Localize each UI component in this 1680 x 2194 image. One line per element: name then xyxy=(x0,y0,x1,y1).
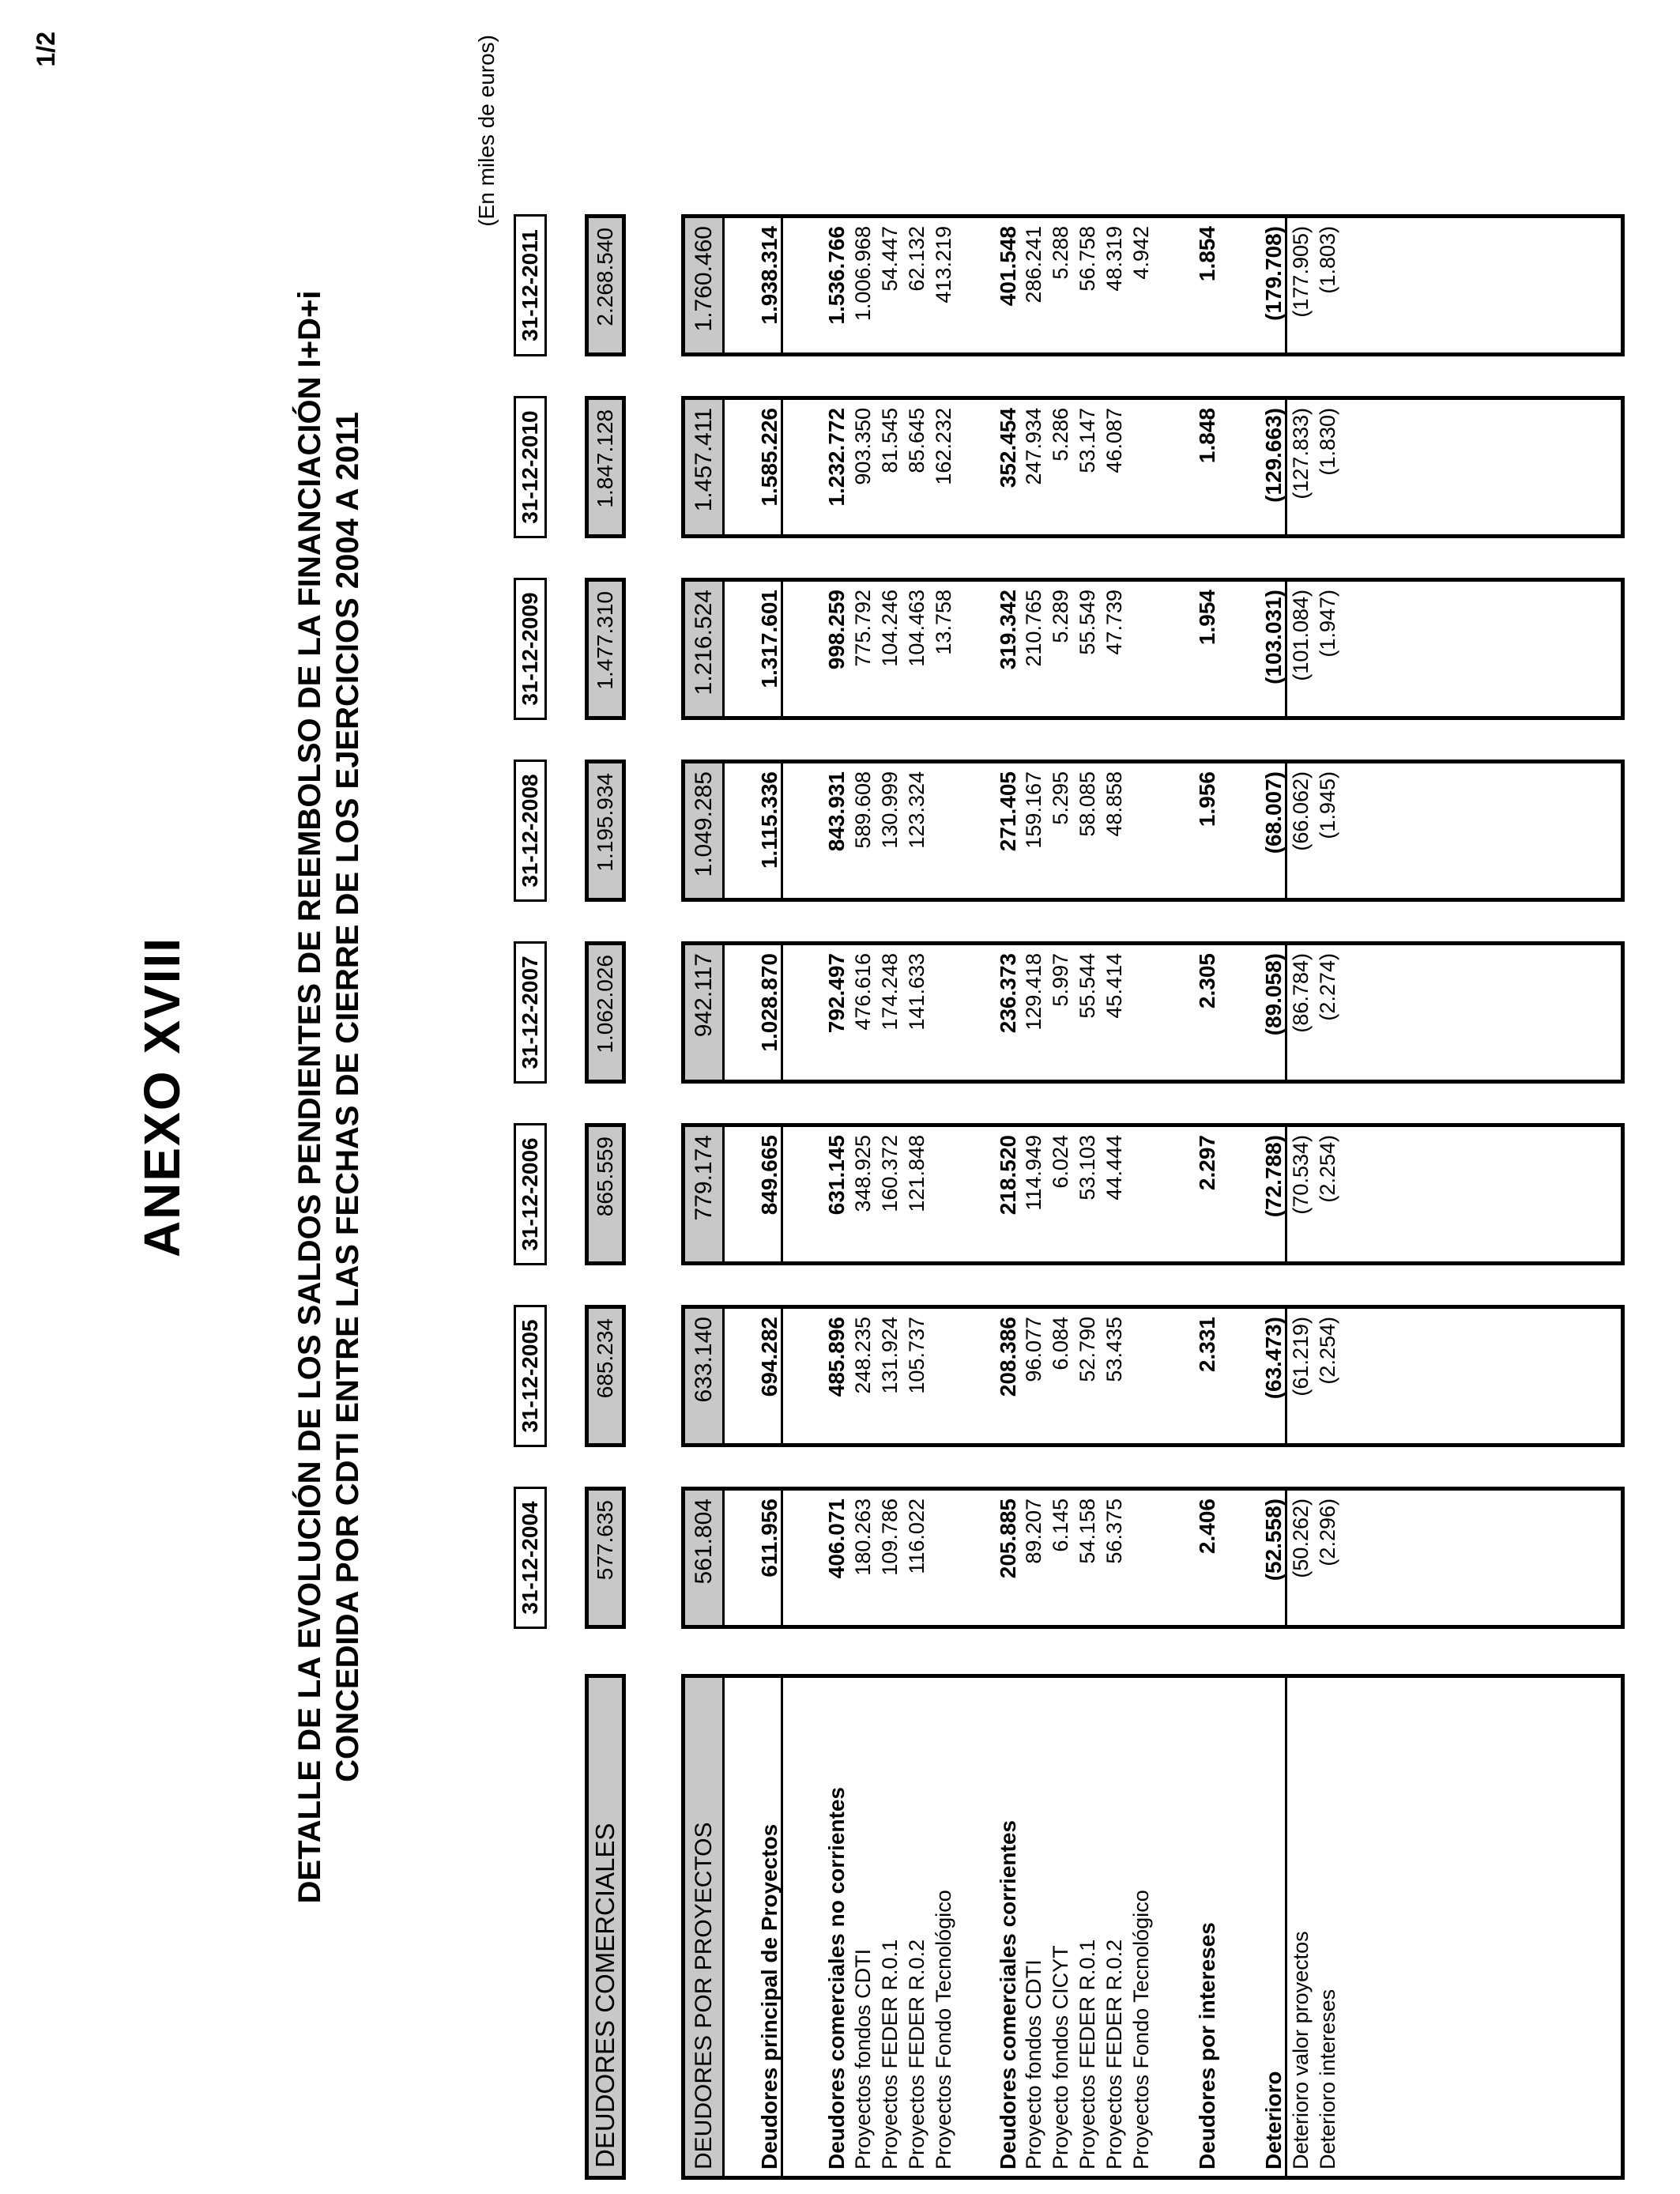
cell-value xyxy=(1128,1309,1155,1443)
cell-value: (1.947) xyxy=(1316,590,1339,658)
cell-value: 104.463 xyxy=(905,590,929,667)
cell-value: 105.737 xyxy=(905,1317,929,1394)
cell-value: 2.297 xyxy=(1195,1135,1219,1191)
value-column xyxy=(681,941,1625,1084)
units-note: (En miles de euros) xyxy=(474,35,499,227)
total-value: 1.195.934 xyxy=(585,760,626,902)
cell-value: 5.295 xyxy=(1049,771,1072,825)
total-value: 2.268.540 xyxy=(585,214,626,356)
cell-value: 998.259 xyxy=(824,590,849,670)
cell-value: 236.373 xyxy=(996,953,1020,1034)
cell-value: 44.444 xyxy=(1102,1135,1126,1201)
cell-value: 85.645 xyxy=(905,408,929,473)
cell-value: 55.549 xyxy=(1075,590,1099,655)
row-label: Proyectos Fondo Tecnológico xyxy=(1129,1890,1153,2169)
total-value: 1.062.026 xyxy=(585,941,626,1084)
value-column xyxy=(681,1487,1625,1629)
row-label: Deudores principal de Proyectos xyxy=(756,1678,783,2176)
cell-value: 45.414 xyxy=(1102,953,1126,1019)
cell-value: (50.262) xyxy=(1289,1498,1313,1578)
cell-value: 218.520 xyxy=(996,1135,1020,1216)
cell-value: 2.305 xyxy=(1195,953,1219,1009)
row-label: DEUDORES POR PROYECTOS xyxy=(685,1678,725,2176)
cell-value: 55.544 xyxy=(1075,953,1099,1019)
row-label: Deterioro xyxy=(1260,1678,1287,2176)
cell-value: 1.585.226 xyxy=(756,400,783,534)
cell-value xyxy=(930,1309,957,1443)
subtitle-line-2: CONCEDIDA POR CDTI ENTRE LAS FECHAS DE CIERRE DE LOS EJERCICIOS 2004 A 2011 xyxy=(330,412,365,1782)
deudores-comerciales-label: DEUDORES COMERCIALES xyxy=(585,1674,626,2180)
cell-value: 406.071 xyxy=(824,1498,849,1579)
cell-value: 46.087 xyxy=(1102,408,1126,473)
cell-value: 775.792 xyxy=(851,590,875,667)
cell-value: 104.246 xyxy=(878,590,902,667)
cell-value: (2.296) xyxy=(1316,1498,1339,1566)
cell-value: 1.848 xyxy=(1195,408,1219,464)
cell-value: (52.558) xyxy=(1260,1491,1287,1625)
cell-value: 1.457.411 xyxy=(685,400,725,534)
cell-value xyxy=(930,763,957,898)
row-label: Deudores por intereses xyxy=(1195,1922,1219,2169)
cell-value: (1.945) xyxy=(1316,771,1339,839)
row-label: Deudores comerciales no corrientes xyxy=(824,1787,849,2169)
cell-value: 54.447 xyxy=(878,226,902,292)
date-header: 31-12-2006 xyxy=(514,1123,547,1265)
cell-value: (70.534) xyxy=(1289,1135,1313,1215)
cell-value: 162.232 xyxy=(932,408,955,485)
cell-value: 1.954 xyxy=(1195,590,1219,646)
cell-value xyxy=(930,1491,957,1625)
cell-value: 56.758 xyxy=(1075,226,1099,292)
cell-value: 401.548 xyxy=(996,226,1020,307)
date-header: 31-12-2011 xyxy=(514,214,547,356)
cell-value: 1.760.460 xyxy=(685,218,725,352)
cell-value: 348.925 xyxy=(851,1135,875,1212)
subtitle-line-1: DETALLE DE LA EVOLUCIÓN DE LOS SALDOS PENDIENTES DE REEMBOLSO DE LA FINANCIACIÓN I+D+i xyxy=(292,290,327,1904)
page-number: 1/2 xyxy=(32,32,60,67)
cell-value: 5.288 xyxy=(1049,226,1072,280)
cell-value xyxy=(1128,1491,1155,1625)
cell-value: 694.282 xyxy=(756,1309,783,1443)
cell-value: 205.885 xyxy=(996,1498,1020,1579)
cell-value: 53.103 xyxy=(1075,1135,1099,1201)
cell-value: (1.830) xyxy=(1316,408,1339,476)
cell-value: 121.848 xyxy=(905,1135,929,1212)
page-title: ANEXO XVIII xyxy=(134,936,190,1258)
cell-value: 248.235 xyxy=(851,1317,875,1394)
cell-value: 48.858 xyxy=(1102,771,1126,837)
cell-value: 53.435 xyxy=(1102,1317,1126,1382)
cell-value: 1.232.772 xyxy=(824,408,849,507)
value-column xyxy=(681,578,1625,720)
date-header: 31-12-2005 xyxy=(514,1305,547,1447)
row-label: Deterioro valor proyectos xyxy=(1289,1931,1313,2169)
row-labels-column xyxy=(681,1674,1625,2180)
row-label: Proyectos FEDER R.0.2 xyxy=(1102,1939,1126,2169)
row-label: Deterioro intereses xyxy=(1316,1989,1339,2169)
cell-value: 611.956 xyxy=(756,1491,783,1625)
cell-value xyxy=(1128,400,1155,534)
cell-value: 114.949 xyxy=(1022,1135,1045,1211)
cell-value: 1.536.766 xyxy=(824,226,849,325)
cell-value: 1.049.285 xyxy=(685,763,725,898)
date-header: 31-12-2004 xyxy=(514,1487,547,1629)
cell-value: 633.140 xyxy=(685,1309,725,1443)
cell-value: 1.317.601 xyxy=(756,582,783,716)
cell-value: 123.324 xyxy=(905,771,929,849)
cell-value: 631.145 xyxy=(824,1135,849,1216)
cell-value: 6.145 xyxy=(1049,1498,1072,1552)
cell-value: 81.545 xyxy=(878,408,902,473)
cell-value: 352.454 xyxy=(996,408,1020,488)
cell-value: (179.708) xyxy=(1260,218,1287,352)
cell-value: 131.924 xyxy=(878,1317,902,1394)
cell-value: (68.007) xyxy=(1260,763,1287,898)
cell-value: 6.084 xyxy=(1049,1317,1072,1370)
cell-value: 58.085 xyxy=(1075,771,1099,837)
cell-value: 13.758 xyxy=(932,590,955,655)
cell-value: (63.473) xyxy=(1260,1309,1287,1443)
total-value: 1.477.310 xyxy=(585,578,626,720)
cell-value: (2.254) xyxy=(1316,1135,1339,1203)
cell-value: (129.663) xyxy=(1260,400,1287,534)
cell-value xyxy=(1128,582,1155,716)
page-subtitle xyxy=(291,0,367,2194)
cell-value: 96.077 xyxy=(1022,1317,1045,1382)
cell-value: 5.997 xyxy=(1049,953,1072,1007)
cell-value: 180.263 xyxy=(851,1498,875,1576)
value-column xyxy=(681,1305,1625,1447)
cell-value: 116.022 xyxy=(905,1498,929,1574)
cell-value: 62.132 xyxy=(905,226,929,292)
cell-value: 942.117 xyxy=(685,945,725,1080)
cell-value: 779.174 xyxy=(685,1127,725,1261)
date-header: 31-12-2009 xyxy=(514,578,547,720)
cell-value xyxy=(930,1127,957,1261)
cell-value: 129.418 xyxy=(1022,953,1045,1031)
cell-value: (103.031) xyxy=(1260,582,1287,716)
total-value: 577.635 xyxy=(585,1487,626,1629)
value-column xyxy=(681,760,1625,902)
cell-value: 792.497 xyxy=(824,953,849,1034)
cell-value: 2.406 xyxy=(1195,1498,1219,1555)
cell-value xyxy=(930,945,957,1080)
cell-value xyxy=(1128,763,1155,898)
row-label: Proyectos fondos CDTI xyxy=(851,1948,875,2169)
cell-value: 413.219 xyxy=(932,226,955,303)
cell-value: 319.342 xyxy=(996,590,1020,670)
cell-value: 1.216.524 xyxy=(685,582,725,716)
cell-value: 271.405 xyxy=(996,771,1020,852)
row-label: Proyectos FEDER R.0.2 xyxy=(905,1939,929,2169)
total-value: 685.234 xyxy=(585,1305,626,1447)
cell-value: 208.386 xyxy=(996,1317,1020,1397)
cell-value: 4.942 xyxy=(1129,226,1153,280)
cell-value: 6.024 xyxy=(1049,1135,1072,1189)
cell-value: 1.956 xyxy=(1195,771,1219,827)
cell-value: 130.999 xyxy=(878,771,902,849)
deudores-comerciales-values xyxy=(585,214,626,1629)
cell-value: 476.616 xyxy=(851,953,875,1031)
cell-value: (177.905) xyxy=(1289,226,1313,318)
cell-value: 849.665 xyxy=(756,1127,783,1261)
cell-value: (66.062) xyxy=(1289,771,1313,851)
cell-value: (1.803) xyxy=(1316,226,1339,294)
cell-value: (61.219) xyxy=(1289,1317,1313,1397)
cell-value: 843.931 xyxy=(824,771,849,852)
date-header: 31-12-2010 xyxy=(514,396,547,538)
cell-value: (86.784) xyxy=(1289,953,1313,1033)
date-header: 31-12-2007 xyxy=(514,941,547,1084)
cell-value: 1.006.968 xyxy=(851,226,875,322)
cell-value: 1.938.314 xyxy=(756,218,783,352)
cell-value: 561.804 xyxy=(685,1491,725,1625)
total-value: 1.847.128 xyxy=(585,396,626,538)
cell-value: 1.854 xyxy=(1195,226,1219,282)
cell-value: (72.788) xyxy=(1260,1127,1287,1261)
value-column xyxy=(681,396,1625,538)
cell-value: 54.158 xyxy=(1075,1498,1099,1564)
row-label: Proyectos FEDER R.0.1 xyxy=(1075,1939,1099,2169)
date-header: 31-12-2008 xyxy=(514,760,547,902)
total-value: 865.559 xyxy=(585,1123,626,1265)
value-column xyxy=(681,1123,1625,1265)
cell-value: 48.319 xyxy=(1102,226,1126,292)
cell-value xyxy=(1128,1127,1155,1261)
cell-value: 589.608 xyxy=(851,771,875,849)
cell-value: 1.028.870 xyxy=(756,945,783,1080)
cell-value: (127.833) xyxy=(1289,408,1313,499)
cell-value: 485.896 xyxy=(824,1317,849,1397)
date-header-row xyxy=(514,214,547,1629)
cell-value: 159.167 xyxy=(1022,771,1045,849)
row-label: Deudores comerciales corrientes xyxy=(996,1820,1020,2169)
cell-value: 2.331 xyxy=(1195,1317,1219,1373)
cell-value: (89.058) xyxy=(1260,945,1287,1080)
cell-value: 174.248 xyxy=(878,953,902,1031)
row-label: Proyecto fondos CICYT xyxy=(1049,1945,1072,2169)
cell-value: 56.375 xyxy=(1102,1498,1126,1564)
row-label: Proyectos FEDER R.0.1 xyxy=(878,1939,902,2169)
value-column xyxy=(681,214,1625,356)
cell-value: 53.147 xyxy=(1075,408,1099,473)
cell-value: 160.372 xyxy=(878,1135,902,1212)
cell-value: 5.289 xyxy=(1049,590,1072,643)
cell-value: (2.274) xyxy=(1316,953,1339,1021)
row-label: Proyectos Fondo Tecnológico xyxy=(932,1890,955,2169)
cell-value: (2.254) xyxy=(1316,1317,1339,1385)
cell-value: 247.934 xyxy=(1022,408,1045,485)
cell-value: 903.350 xyxy=(851,408,875,485)
cell-value: 210.765 xyxy=(1022,590,1045,667)
cell-value: 5.286 xyxy=(1049,408,1072,462)
cell-value: 52.790 xyxy=(1075,1317,1099,1382)
cell-value: 109.786 xyxy=(878,1498,902,1576)
cell-value xyxy=(1128,945,1155,1080)
cell-value: (101.084) xyxy=(1289,590,1313,681)
cell-value: 47.739 xyxy=(1102,590,1126,655)
cell-value: 89.207 xyxy=(1022,1498,1045,1564)
cell-value: 1.115.336 xyxy=(756,763,783,898)
cell-value: 141.633 xyxy=(905,953,929,1031)
cell-value: 286.241 xyxy=(1022,226,1045,303)
row-label: Proyecto fondos CDTI xyxy=(1022,1959,1045,2169)
